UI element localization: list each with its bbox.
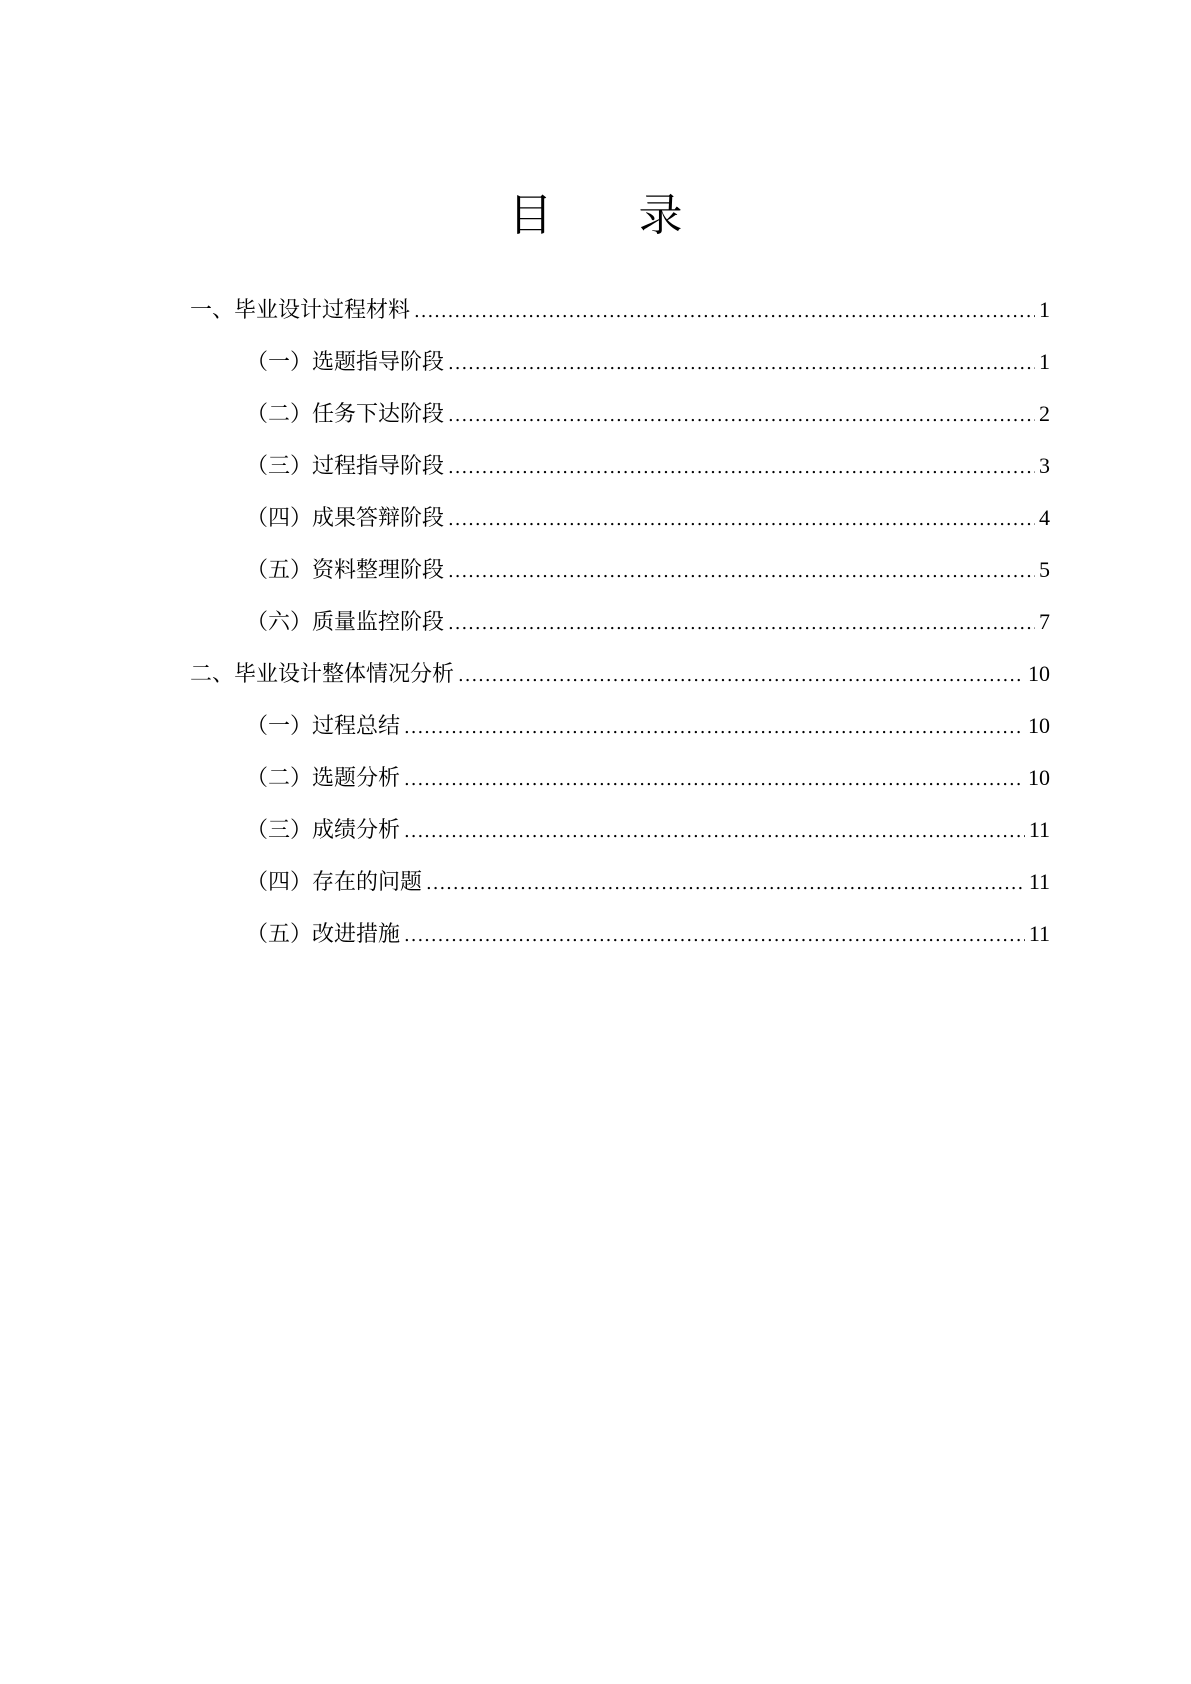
toc-page-number: 7 — [1039, 609, 1050, 634]
toc-entry[interactable] — [190, 764, 1050, 816]
toc-entry[interactable] — [190, 400, 1050, 452]
toc-page-number: 1 — [1039, 349, 1050, 374]
toc-leader-dots — [414, 298, 1035, 326]
toc-page-number: 11 — [1028, 817, 1050, 842]
toc-leader-dots — [404, 922, 1025, 950]
toc-page-number: 5 — [1039, 557, 1050, 582]
toc-entry[interactable] — [190, 452, 1050, 504]
toc-entry-text: （四）存在的问题 — [246, 870, 423, 895]
toc-leader-dots — [448, 558, 1035, 586]
toc-page-number: 11 — [1028, 869, 1050, 894]
toc-leader-dots — [448, 454, 1035, 482]
toc-leader-dots — [404, 818, 1025, 846]
toc-entry[interactable] — [190, 348, 1050, 400]
toc-entry-text: （二）选题分析 — [246, 766, 401, 791]
toc-entry[interactable] — [190, 920, 1050, 972]
toc-leader-dots — [448, 402, 1035, 430]
toc-entry-text: （一）选题指导阶段 — [246, 350, 445, 375]
toc-entry-text: （二）任务下达阶段 — [246, 402, 445, 427]
toc-leader-dots — [426, 870, 1025, 898]
toc-entry[interactable] — [190, 296, 1050, 348]
toc-leader-dots — [448, 506, 1035, 534]
toc-page-number: 4 — [1039, 505, 1050, 530]
toc-title: 目 录 — [508, 190, 719, 241]
toc-entry-text: 二、毕业设计整体情况分析 — [190, 662, 455, 687]
toc-page-number: 3 — [1039, 453, 1050, 478]
toc-page-number: 10 — [1028, 713, 1050, 738]
toc-leader-dots — [404, 714, 1024, 742]
toc-entry-text: 一、毕业设计过程材料 — [190, 298, 411, 323]
toc-entry[interactable] — [190, 504, 1050, 556]
toc-leader-dots — [458, 662, 1024, 690]
toc-entry[interactable] — [190, 868, 1050, 920]
toc-page-number: 2 — [1039, 401, 1050, 426]
toc-entry-text: （五）资料整理阶段 — [246, 558, 445, 583]
toc-list — [190, 296, 1050, 972]
toc-page-number: 10 — [1028, 765, 1050, 790]
toc-entry[interactable] — [190, 556, 1050, 608]
toc-entry-text: （六）质量监控阶段 — [246, 610, 445, 635]
toc-entry-text: （五）改进措施 — [246, 922, 401, 947]
toc-entry-text: （三）成绩分析 — [246, 818, 401, 843]
toc-entry[interactable] — [190, 712, 1050, 764]
toc-page-number: 10 — [1028, 661, 1050, 686]
toc-entry[interactable] — [190, 660, 1050, 712]
toc-page-number: 11 — [1028, 921, 1050, 946]
toc-entry-text: （三）过程指导阶段 — [246, 454, 445, 479]
toc-page-number: 1 — [1039, 297, 1050, 322]
toc-leader-dots — [404, 766, 1024, 794]
toc-leader-dots — [448, 350, 1035, 378]
toc-entry[interactable] — [190, 608, 1050, 660]
toc-entry-text: （一）过程总结 — [246, 714, 401, 739]
toc-entry-text: （四）成果答辩阶段 — [246, 506, 445, 531]
toc-leader-dots — [448, 610, 1035, 638]
toc-entry[interactable] — [190, 816, 1050, 868]
